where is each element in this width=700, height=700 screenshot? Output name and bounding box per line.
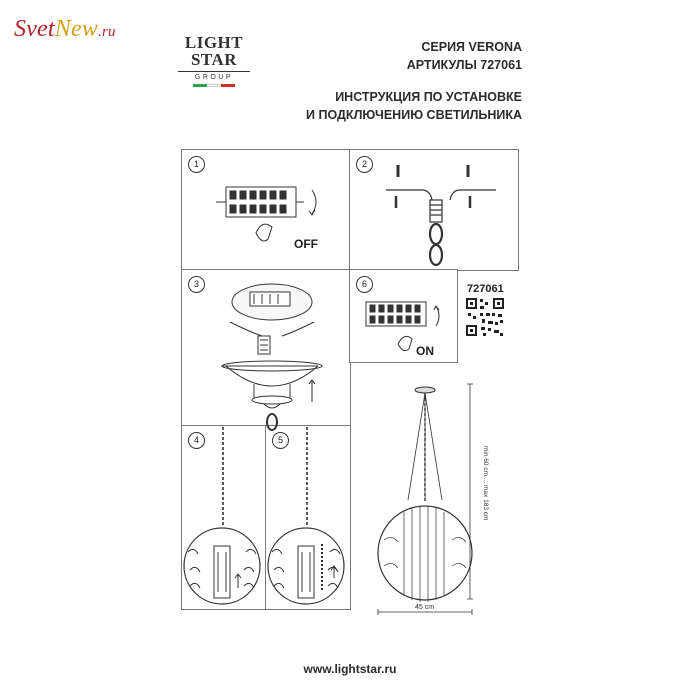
- canopy-wiring-illustration: [222, 284, 322, 430]
- logo-line-2: STAR: [190, 50, 238, 69]
- instruction-title-line-1: ИНСТРУКЦИЯ ПО УСТАНОВКЕ: [335, 90, 522, 104]
- logo-group: GROUP: [178, 71, 250, 81]
- width-dimension-label: 45 cm: [415, 604, 435, 611]
- article-code: 727061: [467, 283, 504, 295]
- assembled-pendant-illustration: [378, 384, 473, 615]
- watermark-part-2: New: [54, 16, 99, 42]
- step-number-6: 6: [356, 276, 373, 293]
- sphere-interior-4-illustration: [184, 427, 260, 604]
- instruction-title-line-2: И ПОДКЛЮЧЕНИЮ СВЕТИЛЬНИКА: [306, 108, 522, 122]
- watermark-part-1: Svet: [14, 16, 55, 42]
- step-number-2: 2: [356, 156, 373, 173]
- step-number-3: 3: [188, 276, 205, 293]
- qr-code-icon: [466, 298, 504, 336]
- sphere-interior-5-illustration: [268, 427, 344, 604]
- on-label: ON: [416, 344, 434, 358]
- watermark-part-3: .ru: [98, 24, 116, 40]
- footer-url: www.lightstar.ru: [303, 662, 397, 676]
- height-dimension-label: min 60 cm ... max 183 cm: [482, 446, 489, 521]
- articles-title: АРТИКУЛЫ 727061: [406, 58, 522, 72]
- series-title: СЕРИЯ VERONA: [421, 40, 522, 54]
- step-number-5: 5: [272, 432, 289, 449]
- off-label: OFF: [294, 237, 318, 251]
- logo-line-1: LIGHT: [184, 33, 244, 52]
- mounting-bracket-illustration: [386, 165, 496, 265]
- terminal-block-off-illustration: [216, 187, 316, 241]
- step-number-1: 1: [188, 156, 205, 173]
- step-number-4: 4: [188, 432, 205, 449]
